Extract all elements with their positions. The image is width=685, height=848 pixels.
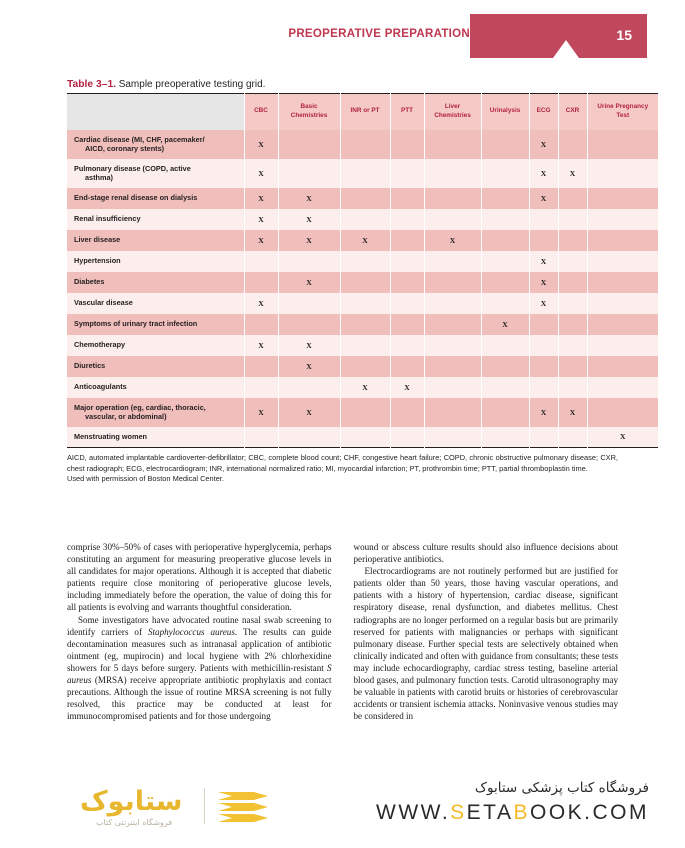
running-head-title: PREOPERATIVE PREPARATION <box>288 28 470 40</box>
row-label: Pulmonary disease (COPD, active asthma) <box>67 159 244 188</box>
cell-empty <box>390 188 424 209</box>
cell-marked: X <box>278 398 340 427</box>
url-mid-2: OOK.COM <box>529 801 649 825</box>
cell-empty <box>340 427 390 448</box>
table-row <box>67 293 658 314</box>
body-text-columns <box>67 541 618 722</box>
cell-empty <box>558 314 587 335</box>
table-row <box>67 159 658 188</box>
cell-marked: X <box>558 159 587 188</box>
row-label: Diuretics <box>67 356 244 377</box>
row-label: Diabetes <box>67 272 244 293</box>
cell-empty <box>424 427 481 448</box>
cell-empty <box>481 356 529 377</box>
table-row <box>67 251 658 272</box>
column-header-blank <box>67 94 244 130</box>
body-column-left <box>67 541 332 722</box>
cell-marked: X <box>244 188 278 209</box>
url-mid-1: ETA <box>466 801 514 825</box>
cell-empty <box>587 251 658 272</box>
cell-empty <box>587 398 658 427</box>
column-header-urinalysis: Urinalysis <box>481 94 529 130</box>
cell-marked: X <box>424 230 481 251</box>
cell-marked: X <box>244 209 278 230</box>
running-head <box>0 14 685 58</box>
column-header-liver-chemistries: Liver Chemistries <box>424 94 481 130</box>
cell-empty <box>244 356 278 377</box>
footnote-abbreviations: AICD, automated implantable cardioverter-defibrillator; CBC, complete blood count; CHF, congestive heart failure; COPD, chronic obstructive pulmonary disease; CXR, chest radiograph; ECG, electrocardiogram; INR, international normalized ratio; MI, myocardial infarction; PT, prothrombin time; PTT, partial thromboplastin time. <box>67 453 618 473</box>
column-header-ecg: ECG <box>529 94 558 130</box>
cell-empty <box>424 251 481 272</box>
cell-empty <box>278 427 340 448</box>
cell-empty <box>390 356 424 377</box>
column-header-basic-chemistries: Basic Chemistries <box>278 94 340 130</box>
table-row <box>67 356 658 377</box>
cell-marked: X <box>390 377 424 398</box>
text-run: comprise 30%–50% of cases with perioperative hyperglycemia, perhaps constituting an argument for measuring preoperative glucose levels in all candidates for major operations. Although it is accepted that diabetic patients require close monitoring of perioperative glucose levels, including immediately before the operation, the value of doing this for all patients is evolving and warrants thoughtful consideration. <box>67 542 332 613</box>
cell-marked: X <box>587 427 658 448</box>
url-letter-s: S <box>450 801 467 825</box>
cell-empty <box>244 314 278 335</box>
cell-empty <box>529 377 558 398</box>
cell-empty <box>278 314 340 335</box>
cell-empty <box>558 356 587 377</box>
cell-empty <box>340 251 390 272</box>
watermark-divider <box>204 788 205 824</box>
cell-empty <box>481 427 529 448</box>
cell-empty <box>558 293 587 314</box>
cell-marked: X <box>529 251 558 272</box>
page-number: 15 <box>616 27 632 43</box>
cell-marked: X <box>529 293 558 314</box>
cell-empty <box>481 398 529 427</box>
cell-empty <box>587 230 658 251</box>
cell-empty <box>424 293 481 314</box>
cell-empty <box>390 293 424 314</box>
cell-empty <box>244 272 278 293</box>
watermark-logo-subtitle: فروشگاه اینترنتی کتاب <box>96 818 173 827</box>
column-header-inr-or-pt: INR or PT <box>340 94 390 130</box>
cell-empty <box>424 314 481 335</box>
watermark-url[interactable] <box>229 801 649 825</box>
cell-empty <box>481 293 529 314</box>
cell-empty <box>340 159 390 188</box>
cell-empty <box>587 188 658 209</box>
cell-marked: X <box>244 398 278 427</box>
table-footnotes <box>67 448 618 485</box>
cell-empty <box>340 209 390 230</box>
cell-marked: X <box>278 209 340 230</box>
cell-marked: X <box>244 335 278 356</box>
table-row <box>67 314 658 335</box>
cell-empty <box>587 314 658 335</box>
column-header-cxr: CXR <box>558 94 587 130</box>
table-caption-number: Table 3–1. <box>67 79 117 90</box>
cell-marked: X <box>278 335 340 356</box>
cell-empty <box>424 377 481 398</box>
column-header-ptt: PTT <box>390 94 424 130</box>
cell-empty <box>529 209 558 230</box>
cell-empty <box>481 188 529 209</box>
cell-empty <box>481 251 529 272</box>
cell-empty <box>278 377 340 398</box>
cell-empty <box>424 272 481 293</box>
cell-empty <box>481 377 529 398</box>
cell-empty <box>587 159 658 188</box>
cell-marked: X <box>340 377 390 398</box>
table-header-row <box>67 94 658 130</box>
footnote-credit: Used with permission of Boston Medical Center. <box>67 474 224 484</box>
cell-empty <box>424 398 481 427</box>
cell-empty <box>424 130 481 159</box>
row-label: Menstruating women <box>67 427 244 448</box>
cell-empty <box>424 159 481 188</box>
row-label: Major operation (eg, cardiac, thoracic, vascular, or abdominal) <box>67 398 244 427</box>
cell-empty <box>558 335 587 356</box>
cell-empty <box>340 272 390 293</box>
cell-marked: X <box>529 398 558 427</box>
paragraph <box>354 565 619 722</box>
cell-empty <box>481 272 529 293</box>
watermark-tagline: فروشگاه کتاب پزشکی ستابوک <box>474 780 649 796</box>
table-caption-text: Sample preoperative testing grid. <box>118 79 266 90</box>
column-header-urine-pregnancy-test: Urine Pregnancy Test <box>587 94 658 130</box>
cell-marked: X <box>481 314 529 335</box>
cell-empty <box>481 230 529 251</box>
italic-term: Staphylococcus aureus <box>147 626 235 637</box>
cell-empty <box>424 335 481 356</box>
paragraph <box>354 541 619 565</box>
running-head-notch <box>553 40 579 58</box>
cell-marked: X <box>529 159 558 188</box>
cell-empty <box>340 356 390 377</box>
cell-marked: X <box>244 293 278 314</box>
cell-empty <box>481 130 529 159</box>
text-run: (MRSA) receive appropriate antibiotic prophylaxis and contact precautions. Although the issue of routine MRSA screening is not fully resolved, this practice may be conducted at least for immunocompromised patients and for those undergoing <box>67 675 332 722</box>
cell-empty <box>558 230 587 251</box>
cell-empty <box>340 188 390 209</box>
cell-empty <box>587 293 658 314</box>
cell-marked: X <box>558 398 587 427</box>
cell-empty <box>340 130 390 159</box>
cell-empty <box>558 272 587 293</box>
table-block <box>67 79 649 485</box>
cell-empty <box>587 377 658 398</box>
cell-empty <box>587 130 658 159</box>
cell-empty <box>424 356 481 377</box>
paragraph <box>67 614 332 723</box>
row-label: Liver disease <box>67 230 244 251</box>
row-label: Chemotherapy <box>67 335 244 356</box>
cell-empty <box>587 209 658 230</box>
cell-empty <box>244 427 278 448</box>
cell-empty <box>278 251 340 272</box>
url-letter-b: B <box>513 801 530 825</box>
cell-marked: X <box>529 130 558 159</box>
table-row <box>67 230 658 251</box>
cell-empty <box>529 230 558 251</box>
table-row <box>67 272 658 293</box>
cell-empty <box>558 209 587 230</box>
row-label: Cardiac disease (MI, CHF, pacemaker/ AICD, coronary stents) <box>67 130 244 159</box>
cell-marked: X <box>278 356 340 377</box>
cell-empty <box>340 398 390 427</box>
cell-empty <box>558 427 587 448</box>
cell-empty <box>390 335 424 356</box>
table-row <box>67 130 658 159</box>
cell-empty <box>558 130 587 159</box>
cell-marked: X <box>244 130 278 159</box>
footer-watermark <box>0 770 685 848</box>
row-label: Hypertension <box>67 251 244 272</box>
cell-empty <box>340 293 390 314</box>
cell-marked: X <box>244 159 278 188</box>
cell-empty <box>390 230 424 251</box>
column-header-cbc: CBC <box>244 94 278 130</box>
cell-marked: X <box>278 272 340 293</box>
cell-empty <box>390 130 424 159</box>
row-label: Symptoms of urinary tract infection <box>67 314 244 335</box>
cell-empty <box>390 272 424 293</box>
cell-empty <box>390 398 424 427</box>
url-prefix: WWW. <box>376 801 451 825</box>
cell-empty <box>390 314 424 335</box>
cell-empty <box>278 159 340 188</box>
table-row <box>67 209 658 230</box>
table-caption <box>67 79 618 93</box>
cell-empty <box>278 130 340 159</box>
cell-empty <box>424 188 481 209</box>
row-label: Anticoagulants <box>67 377 244 398</box>
table-row <box>67 398 658 427</box>
preoperative-testing-grid <box>67 93 658 448</box>
cell-empty <box>587 335 658 356</box>
table-body <box>67 130 658 448</box>
italic-term: S aureus <box>67 662 332 686</box>
cell-marked: X <box>340 230 390 251</box>
cell-marked: X <box>529 188 558 209</box>
cell-empty <box>340 314 390 335</box>
cell-empty <box>481 209 529 230</box>
paragraph <box>67 541 332 614</box>
cell-empty <box>587 356 658 377</box>
cell-empty <box>529 427 558 448</box>
cell-empty <box>390 159 424 188</box>
table-row <box>67 377 658 398</box>
cell-empty <box>481 159 529 188</box>
cell-empty <box>424 209 481 230</box>
cell-empty <box>529 356 558 377</box>
cell-empty <box>529 335 558 356</box>
table-row <box>67 335 658 356</box>
cell-marked: X <box>244 230 278 251</box>
cell-empty <box>390 427 424 448</box>
cell-empty <box>587 272 658 293</box>
cell-empty <box>558 188 587 209</box>
text-run: . The results can guide decontamination measures such as intranasal application of antibiotic ointment (eg, mupirocin) and local hygiene with 2% chlorhexidine showers for 5 days before surgery. Patients with methicillin-resistant <box>67 626 332 673</box>
cell-empty <box>244 377 278 398</box>
table-row <box>67 188 658 209</box>
watermark-logo-text: ستابوک <box>80 786 183 817</box>
cell-empty <box>390 209 424 230</box>
cell-marked: X <box>278 188 340 209</box>
row-label: Vascular disease <box>67 293 244 314</box>
cell-empty <box>244 251 278 272</box>
cell-empty <box>558 251 587 272</box>
table-row <box>67 427 658 448</box>
text-run: Some investigators have advocated routine nasal swab screening to identify carriers of <box>67 614 332 637</box>
cell-empty <box>529 314 558 335</box>
cell-empty <box>558 377 587 398</box>
row-label: End-stage renal disease on dialysis <box>67 188 244 209</box>
cell-marked: X <box>278 230 340 251</box>
text-run: wound or abscess culture results should also influence decisions about perioperative antibiotics. <box>353 542 618 565</box>
text-run: Electrocardiograms are not routinely performed but are justified for patients older than 50 years, those having vascular operations, and patients with a history of hypertension, cardiac disease, significant respiratory disease, renal dysfunction, and diabetes mellitus. Chest radiographs are no longer performed on a regular basis but are primarily reserved for patients with malignancies or perhaps with significant pulmonary disease. Further special tests are selectively obtained when clinically indicated and often with guidance from consultants; these tests may include echocardiography, cardiac stress testing, baseline arterial blood gases, and pulmonary function tests. Carotid ultrasonography may be valuable in patients with carotid bruits or histories of cerebrovascular accidents or transient ischemia attacks. Noninvasive venous studies may be considered in <box>353 566 618 722</box>
cell-empty <box>390 251 424 272</box>
cell-empty <box>278 293 340 314</box>
cell-marked: X <box>529 272 558 293</box>
watermark-text-block <box>229 778 649 825</box>
body-column-right <box>354 541 619 722</box>
row-label: Renal insufficiency <box>67 209 244 230</box>
cell-empty <box>481 335 529 356</box>
cell-empty <box>340 335 390 356</box>
